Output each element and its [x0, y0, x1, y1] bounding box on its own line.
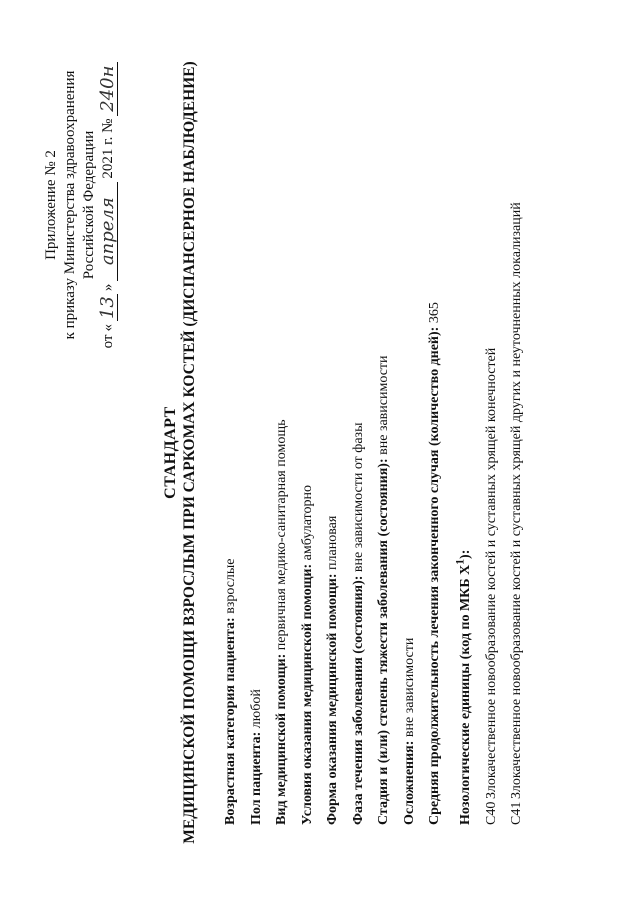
field-patient-sex: Пол пациента: любой [248, 689, 264, 825]
nosology-item [504, 5, 530, 825]
icd-description: Злокачественное новообразование костей и суставных хрящей других и неуточненных локализаций [509, 202, 525, 799]
field-care-conditions: Условия оказания медицинской помощи: амбулаторно [299, 485, 315, 825]
title-standard: СТАНДАРТ [162, 406, 179, 499]
field-complications: Осложнения: вне зависимости [401, 637, 417, 825]
appendix-date-line: от « 13 » апреля 2021 г. № 240н [99, 55, 118, 355]
date-year: 2021 г. № [100, 118, 116, 179]
appendix-order-line: к приказу Министерства здравоохранения [62, 70, 78, 340]
date-prefix: от [100, 334, 116, 349]
document-title [162, 0, 199, 905]
appendix-ministry-line: Российской Федерации [81, 130, 97, 280]
field-age-category: Возрастная категория пациента: взрослые [223, 558, 238, 825]
field-treatment-duration: Средняя продолжительность лечения законченного случая (количество дней): 365 [427, 302, 442, 825]
appendix-number: Приложение № 2 [43, 150, 59, 260]
icd-code: C40 [483, 801, 499, 825]
icd-code: C41 [509, 801, 525, 825]
field-disease-phase: Фаза течения заболевания (состояния): вне зависимости от фазы [350, 422, 366, 825]
title-subject: МЕДИЦИНСКОЙ ПОМОЩИ ВЗРОСЛЫМ ПРИ САРКОМАХ КОСТЕЙ (ДИСПАНСЕРНОЕ НАБЛЮДЕНИЕ) [181, 61, 198, 844]
nosology-item [479, 5, 505, 825]
appendix-header [42, 55, 118, 355]
standard-fields [218, 5, 530, 825]
icd-description: Злокачественное новообразование костей и суставных хрящей конечностей [483, 347, 499, 799]
handwritten-month: апреля [99, 182, 118, 281]
field-nosology: Нозологические единицы (код по МКБ $X^1$): [453, 549, 474, 825]
handwritten-day: 13 [97, 296, 118, 320]
field-care-form: Форма оказания медицинской помощи: плановая [325, 515, 340, 825]
handwritten-order-number: 240н [99, 62, 118, 116]
field-care-type: Вид медицинской помощи: первичная медико-санитарная помощь [274, 419, 289, 825]
field-disease-stage: Стадия и (или) степень тяжести заболевания (состояния): вне зависимости [376, 355, 391, 825]
